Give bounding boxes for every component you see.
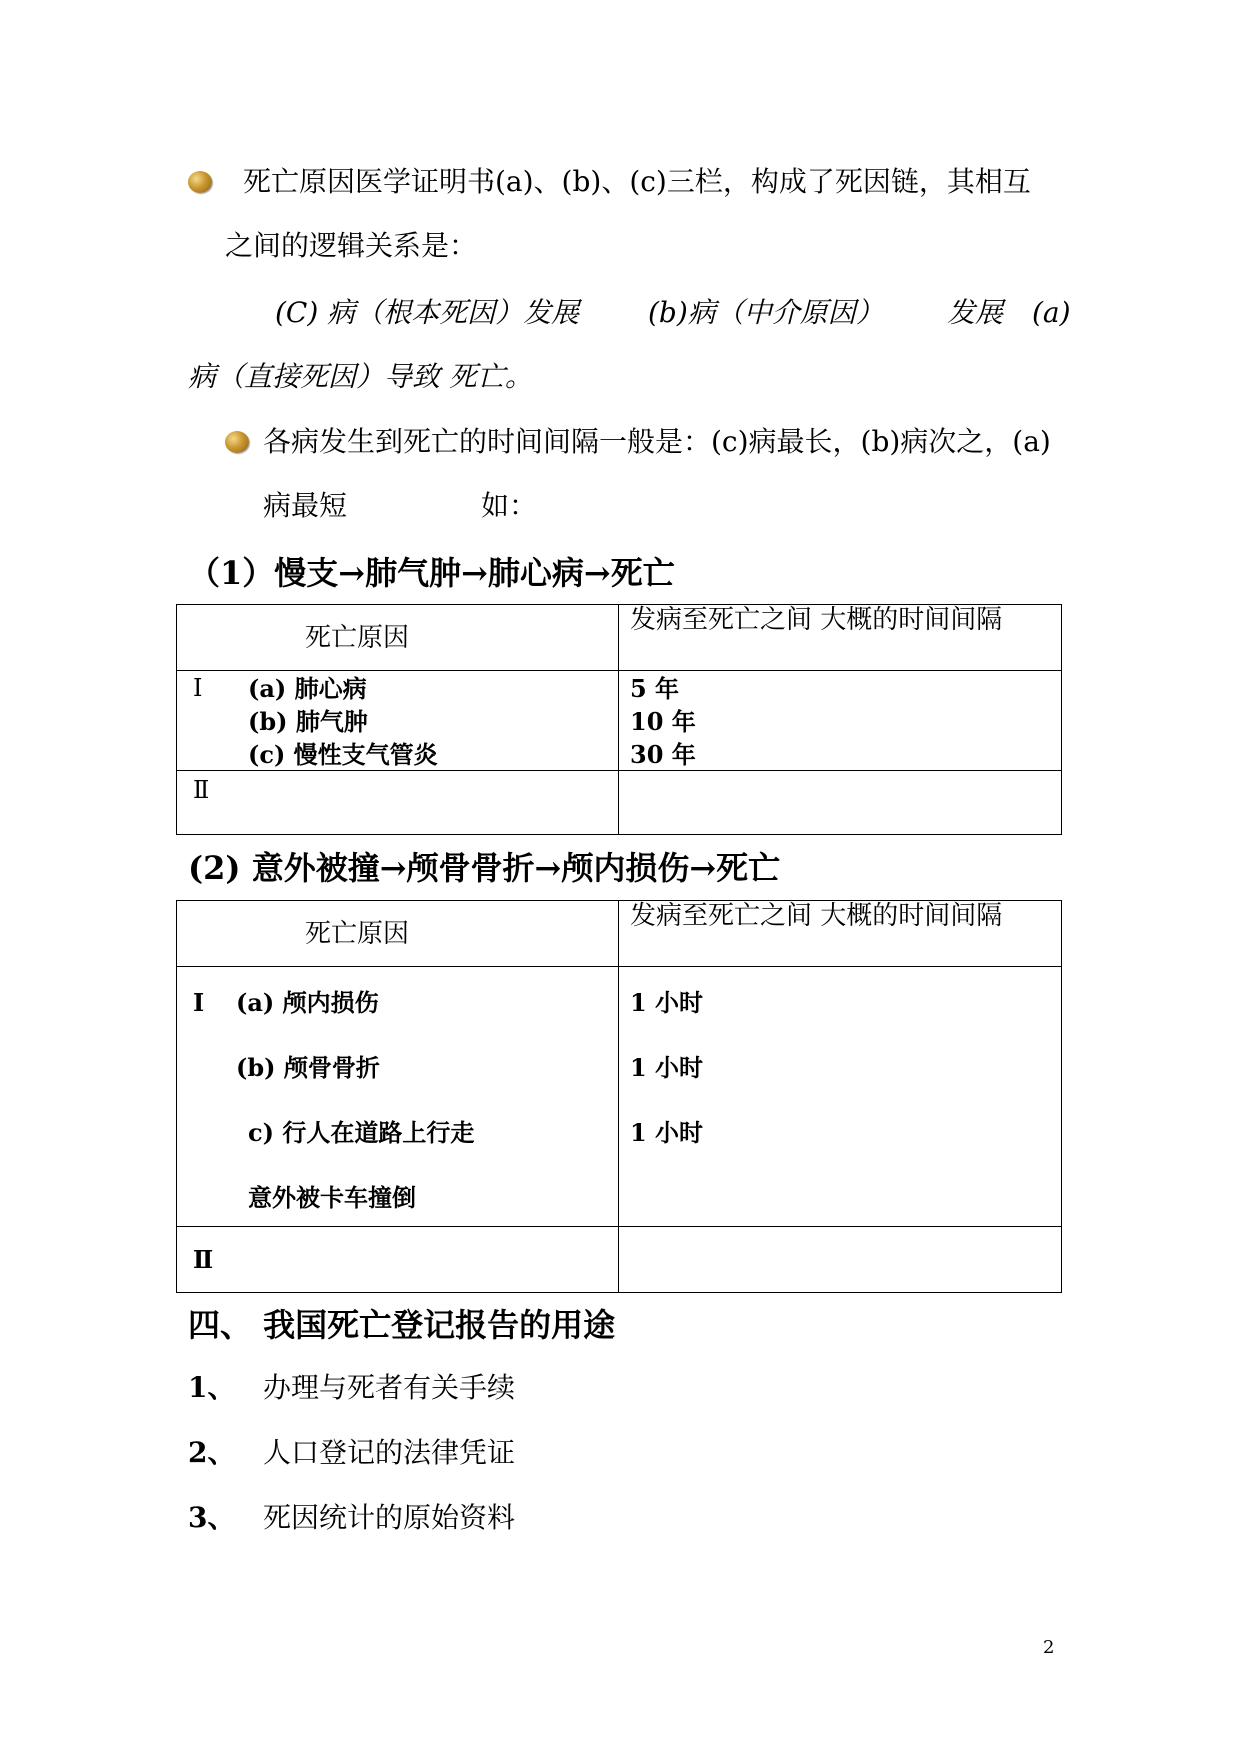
table-1-header-cause: 死亡原因 xyxy=(305,623,410,653)
roman-two: Ⅱ xyxy=(193,1245,214,1274)
chain-c: (C) 病（根本死因）发展 xyxy=(275,296,580,329)
roman-one: Ⅰ xyxy=(193,674,203,702)
table-2-time-b: 1 小时 xyxy=(630,1053,704,1082)
table-1-cause-a: (a) 肺心病 xyxy=(248,674,367,703)
table-1-cause-b: (b) 肺气肿 xyxy=(248,707,368,736)
table-1-time-a: 5 年 xyxy=(630,674,680,703)
table-2-cause-a: (a) 颅内损伤 xyxy=(236,988,379,1017)
interval-line-2b: 如： xyxy=(481,489,538,522)
chain-develop: 发展 xyxy=(947,296,1004,329)
list-item-number: 3、 xyxy=(188,1501,236,1534)
table-divider xyxy=(176,1226,1062,1227)
intro-line-1: 死亡原因医学证明书(a)、(b)、(c)三栏，构成了死因链，其相互 xyxy=(243,165,1031,198)
chain-end: 病（直接死因）导致 死亡。 xyxy=(188,360,533,393)
list-item-number: 2、 xyxy=(188,1436,236,1469)
table-2-header-cause: 死亡原因 xyxy=(305,919,410,949)
example-2-heading: (2) 意外被撞→颅骨骨折→颅内损伤→死亡 xyxy=(188,849,781,887)
chain-b: (b)病（中介原因） xyxy=(648,296,884,329)
table-2-header-interval: 发病至死亡之间 大概的时间间隔 xyxy=(630,901,1003,931)
table-2-time-c: 1 小时 xyxy=(630,1118,704,1147)
intro-line-2: 之间的逻辑关系是： xyxy=(225,229,478,262)
example-1-heading: （1）慢支→肺气肿→肺心病→死亡 xyxy=(188,554,675,592)
roman-one: Ⅰ xyxy=(193,988,205,1017)
table-1-header-interval: 发病至死亡之间 大概的时间间隔 xyxy=(630,605,1003,635)
table-divider xyxy=(618,900,619,1293)
example-2-table xyxy=(176,900,1062,1293)
list-item: 办理与死者有关手续 xyxy=(263,1371,516,1404)
table-2-cause-c: c) 行人在道路上行走 xyxy=(248,1118,475,1147)
table-1-time-b: 10 年 xyxy=(630,707,696,736)
section-4-heading: 四、 我国死亡登记报告的用途 xyxy=(188,1306,616,1344)
table-2-cause-c-cont: 意外被卡车撞倒 xyxy=(248,1183,416,1212)
page-number: 2 xyxy=(1043,1637,1055,1658)
list-item: 人口登记的法律凭证 xyxy=(263,1436,516,1469)
list-item: 死因统计的原始资料 xyxy=(263,1501,516,1534)
table-1-cause-c: (c) 慢性支气管炎 xyxy=(248,740,438,769)
table-divider xyxy=(618,604,619,835)
table-1-time-c: 30 年 xyxy=(630,740,696,769)
table-divider xyxy=(176,670,1062,671)
roman-two: Ⅱ xyxy=(193,776,210,804)
table-2-time-a: 1 小时 xyxy=(630,988,704,1017)
interval-line-1: 各病发生到死亡的时间间隔一般是：(c)病最长，(b)病次之，(a) xyxy=(263,425,1051,458)
gold-bullet-icon xyxy=(188,171,212,193)
table-2-cause-b: (b) 颅骨骨折 xyxy=(236,1053,380,1082)
table-divider xyxy=(176,966,1062,967)
interval-line-2a: 病最短 xyxy=(263,489,348,522)
list-item-number: 1、 xyxy=(188,1371,236,1404)
chain-a: (a) xyxy=(1032,296,1071,329)
gold-bullet-icon xyxy=(225,431,249,453)
